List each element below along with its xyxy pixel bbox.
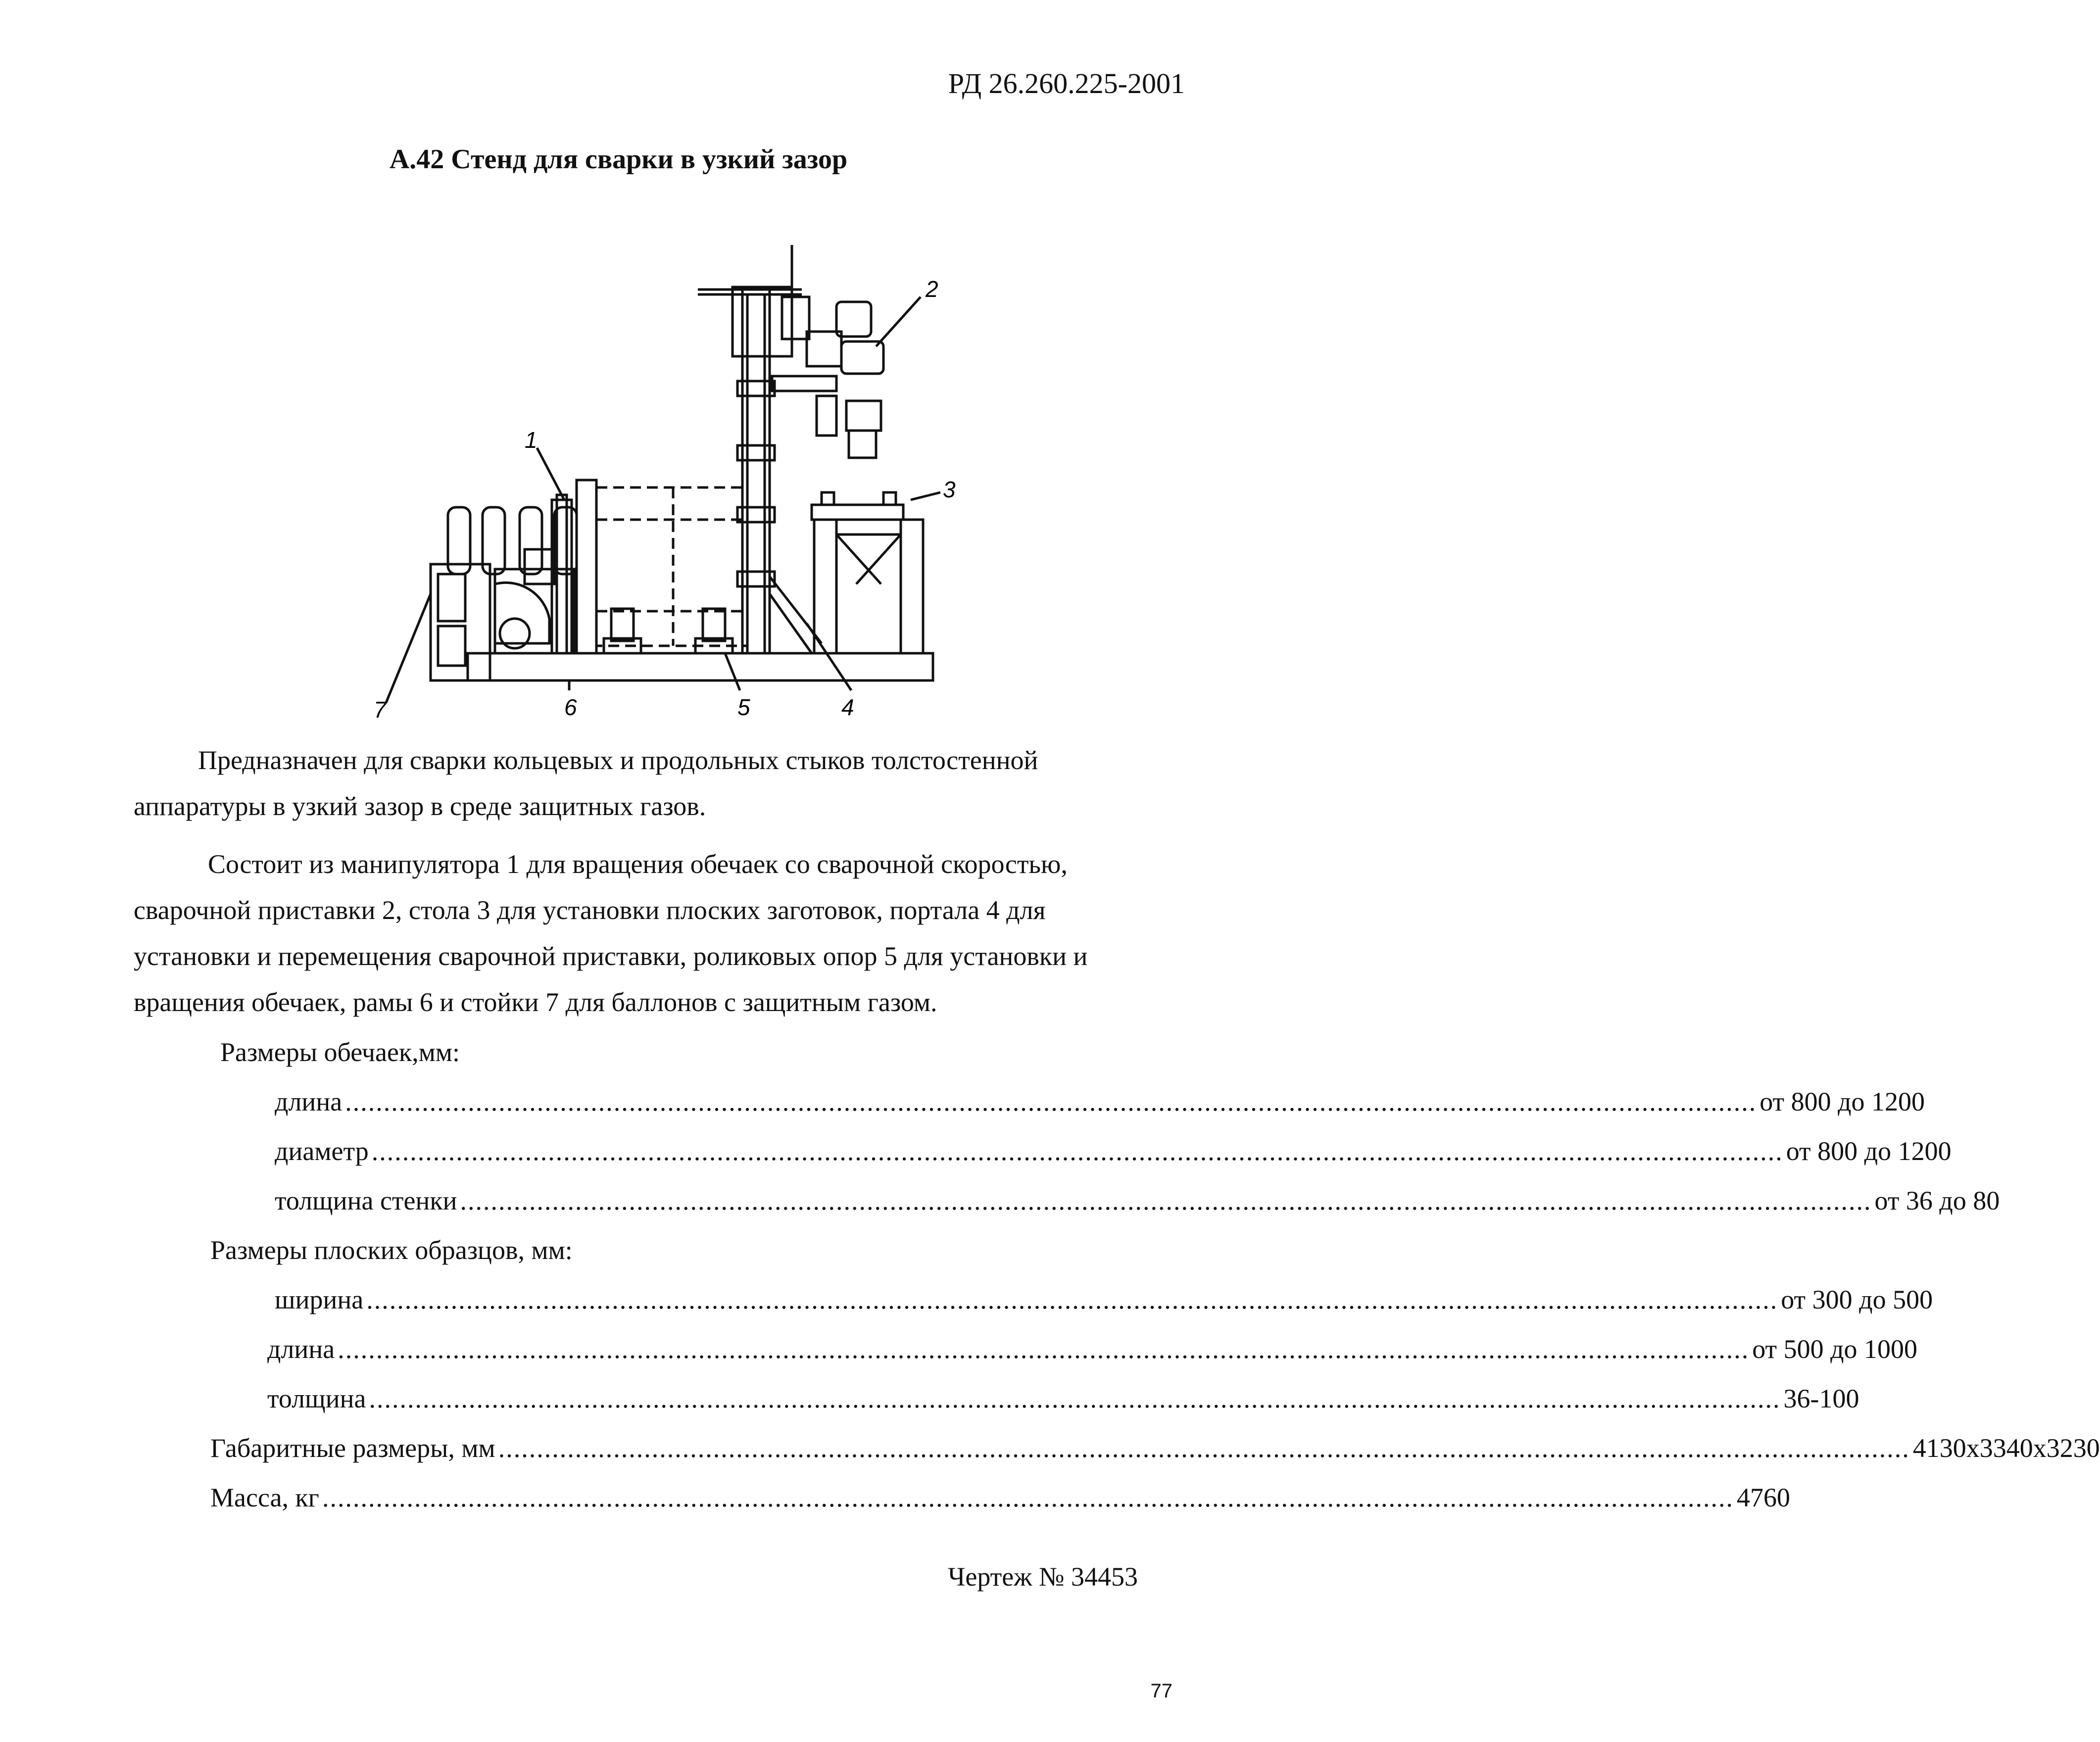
composition-line-2: сварочной приставки 2, стола 3 для установки плоских заготовок, портала 4 для — [134, 895, 1046, 925]
callout-6: 6 — [564, 694, 577, 720]
flat-samples-heading: Размеры плоских образцов, мм: — [210, 1235, 573, 1265]
spec-label: Масса, кг — [210, 1483, 319, 1512]
spec-label: толщина — [267, 1384, 366, 1413]
spec-row-overall: Габаритные размеры, мм ........................................................................................................................................................................................ 4130x3340x3230 — [210, 1433, 2100, 1463]
spec-value: от 300 до 500 — [1781, 1285, 1933, 1314]
spec-label: длина — [267, 1334, 335, 1364]
composition-line-3: установки и перемещения сварочной приставки, роликовых опор 5 для установки и — [134, 941, 1088, 971]
spec-row: толщина ........................................................................................................................................................................................ 36-100 — [267, 1384, 1859, 1413]
spec-value: от 800 до 1200 — [1786, 1136, 1952, 1166]
shell-dimensions-heading: Размеры обечаек,мм: — [220, 1037, 460, 1067]
spec-value: от 500 до 1000 — [1752, 1334, 1918, 1364]
composition-line-4: вращения обечаек, рамы 6 и стойки 7 для баллонов с защитным газом. — [134, 987, 937, 1017]
spec-row: толщина стенки ........................................................................................................................................................................................ от 36 до 80 — [275, 1186, 2000, 1215]
spec-row: длина ........................................................................................................................................................................................ от 500 до 1000 — [267, 1334, 1918, 1364]
spec-value: 4760 — [1736, 1483, 1790, 1512]
section-title: А.42 Стенд для сварки в узкий зазор — [389, 144, 848, 175]
spec-row: ширина ........................................................................................................................................................................................ от 300 до 500 — [275, 1285, 1933, 1314]
purpose-line-1: Предназначен для сварки кольцевых и продольных стыков толстостенной — [198, 745, 1038, 775]
frame-base — [468, 653, 933, 680]
spec-value: 4130x3340x3230 — [1912, 1433, 2100, 1463]
spec-label: диаметр — [275, 1136, 369, 1166]
spec-label: толщина стенки — [275, 1186, 457, 1215]
spec-label: длина — [275, 1087, 342, 1116]
callout-1: 1 — [525, 427, 537, 453]
spec-value: от 800 до 1200 — [1759, 1087, 1925, 1116]
callout-3: 3 — [943, 477, 956, 502]
spec-label: ширина — [275, 1285, 364, 1314]
spec-row-mass: Масса, кг ........................................................................................................................................................................................ 4760 — [210, 1483, 1790, 1512]
page-number: 77 — [1150, 1680, 1172, 1702]
spec-value: 36-100 — [1783, 1384, 1859, 1413]
spec-row: диаметр ........................................................................................................................................................................................ от 800 до 1200 — [275, 1136, 1952, 1166]
spec-label: Габаритные размеры, мм — [210, 1433, 495, 1463]
callout-5: 5 — [737, 694, 750, 720]
drawing-reference: Чертеж № 34453 — [948, 1562, 1138, 1592]
welding-stand-drawing — [0, 0, 1237, 732]
composition-line-1: Состоит из манипулятора 1 для вращения обечаек со сварочной скоростью, — [208, 849, 1068, 879]
document-code: РД 26.260.225-2001 — [948, 67, 1185, 99]
callout-2: 2 — [926, 276, 938, 302]
callout-7: 7 — [374, 697, 387, 723]
spec-row: длина ........................................................................................................................................................................................ от 800 до 1200 — [275, 1087, 1925, 1116]
callout-4: 4 — [841, 694, 854, 720]
spec-value: от 36 до 80 — [1874, 1186, 2000, 1215]
purpose-line-2: аппаратуры в узкий зазор в среде защитных газов. — [134, 791, 706, 821]
